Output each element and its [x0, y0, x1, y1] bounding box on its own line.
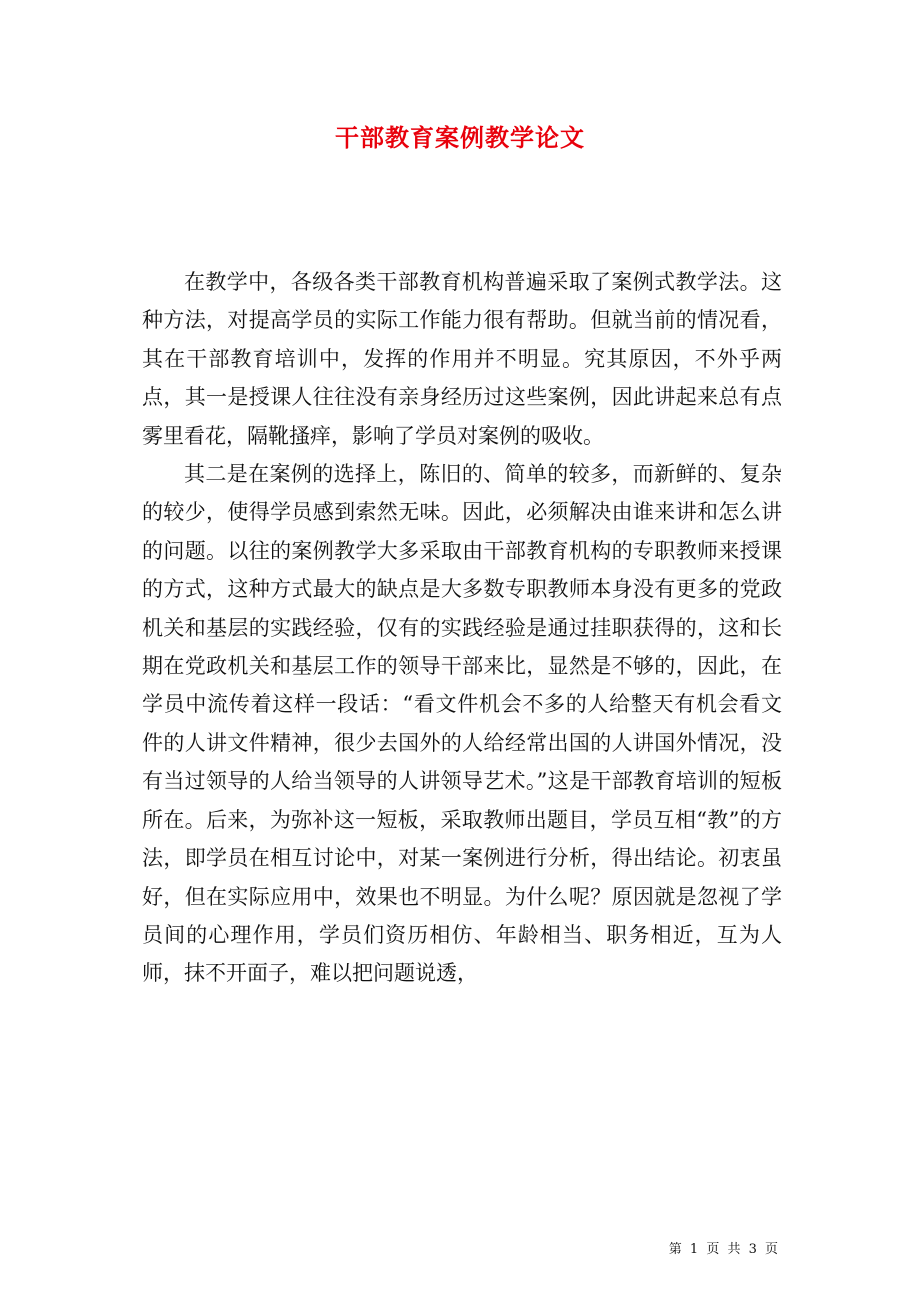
paragraph-2: 其二是在案例的选择上，陈旧的、简单的较多，而新鲜的、复杂的较少，使得学员感到索然无味。因此，必须解决由谁来讲和怎么讲的问题。以往的案例教学大多采取由干部教育机构的专职教师来授课的方式，这种方式最大的缺点是大多数专职教师本身没有更多的党政机关和基层的实践经验，仅有的实践经验是通过挂职获得的，这和长期在党政机关和基层工作的领导干部来比，显然是不够的，因此，在学员中流传着这样一段话：“看文件机会不多的人给整天有机会看文件的人讲文件精神，很少去国外的人给经常出国的人讲国外情况，没有当过领导的人给当领导的人讲领导艺术。”这是干部教育培训的短板所在。后来，为弥补这一短板，采取教师出题目，学员互相“教”的方法，即学员在相互讨论中，对某一案例进行分析，得出结论。初衷虽好，但在实际应用中，效果也不明显。为什么呢？原因就是忽视了学员间的心理作用，学员们资历相仿、年龄相当、职务相近，互为人师，抹不开面子，难以把问题说透， [142, 462, 782, 986]
document-title: 干部教育案例教学论文 [335, 123, 585, 152]
document-body [142, 263, 782, 993]
page-number: 第 1 页 共 3 页 [668, 1242, 780, 1257]
paragraph-1: 在教学中，各级各类干部教育机构普遍采取了案例式教学法。这种方法，对提高学员的实际工作能力很有帮助。但就当前的情况看，其在干部教育培训中，发挥的作用并不明显。究其原因，不外乎两点，其一是授课人往往没有亲身经历过这些案例，因此讲起来总有点雾里看花，隔靴搔痒，影响了学员对案例的吸收。 [142, 270, 782, 448]
